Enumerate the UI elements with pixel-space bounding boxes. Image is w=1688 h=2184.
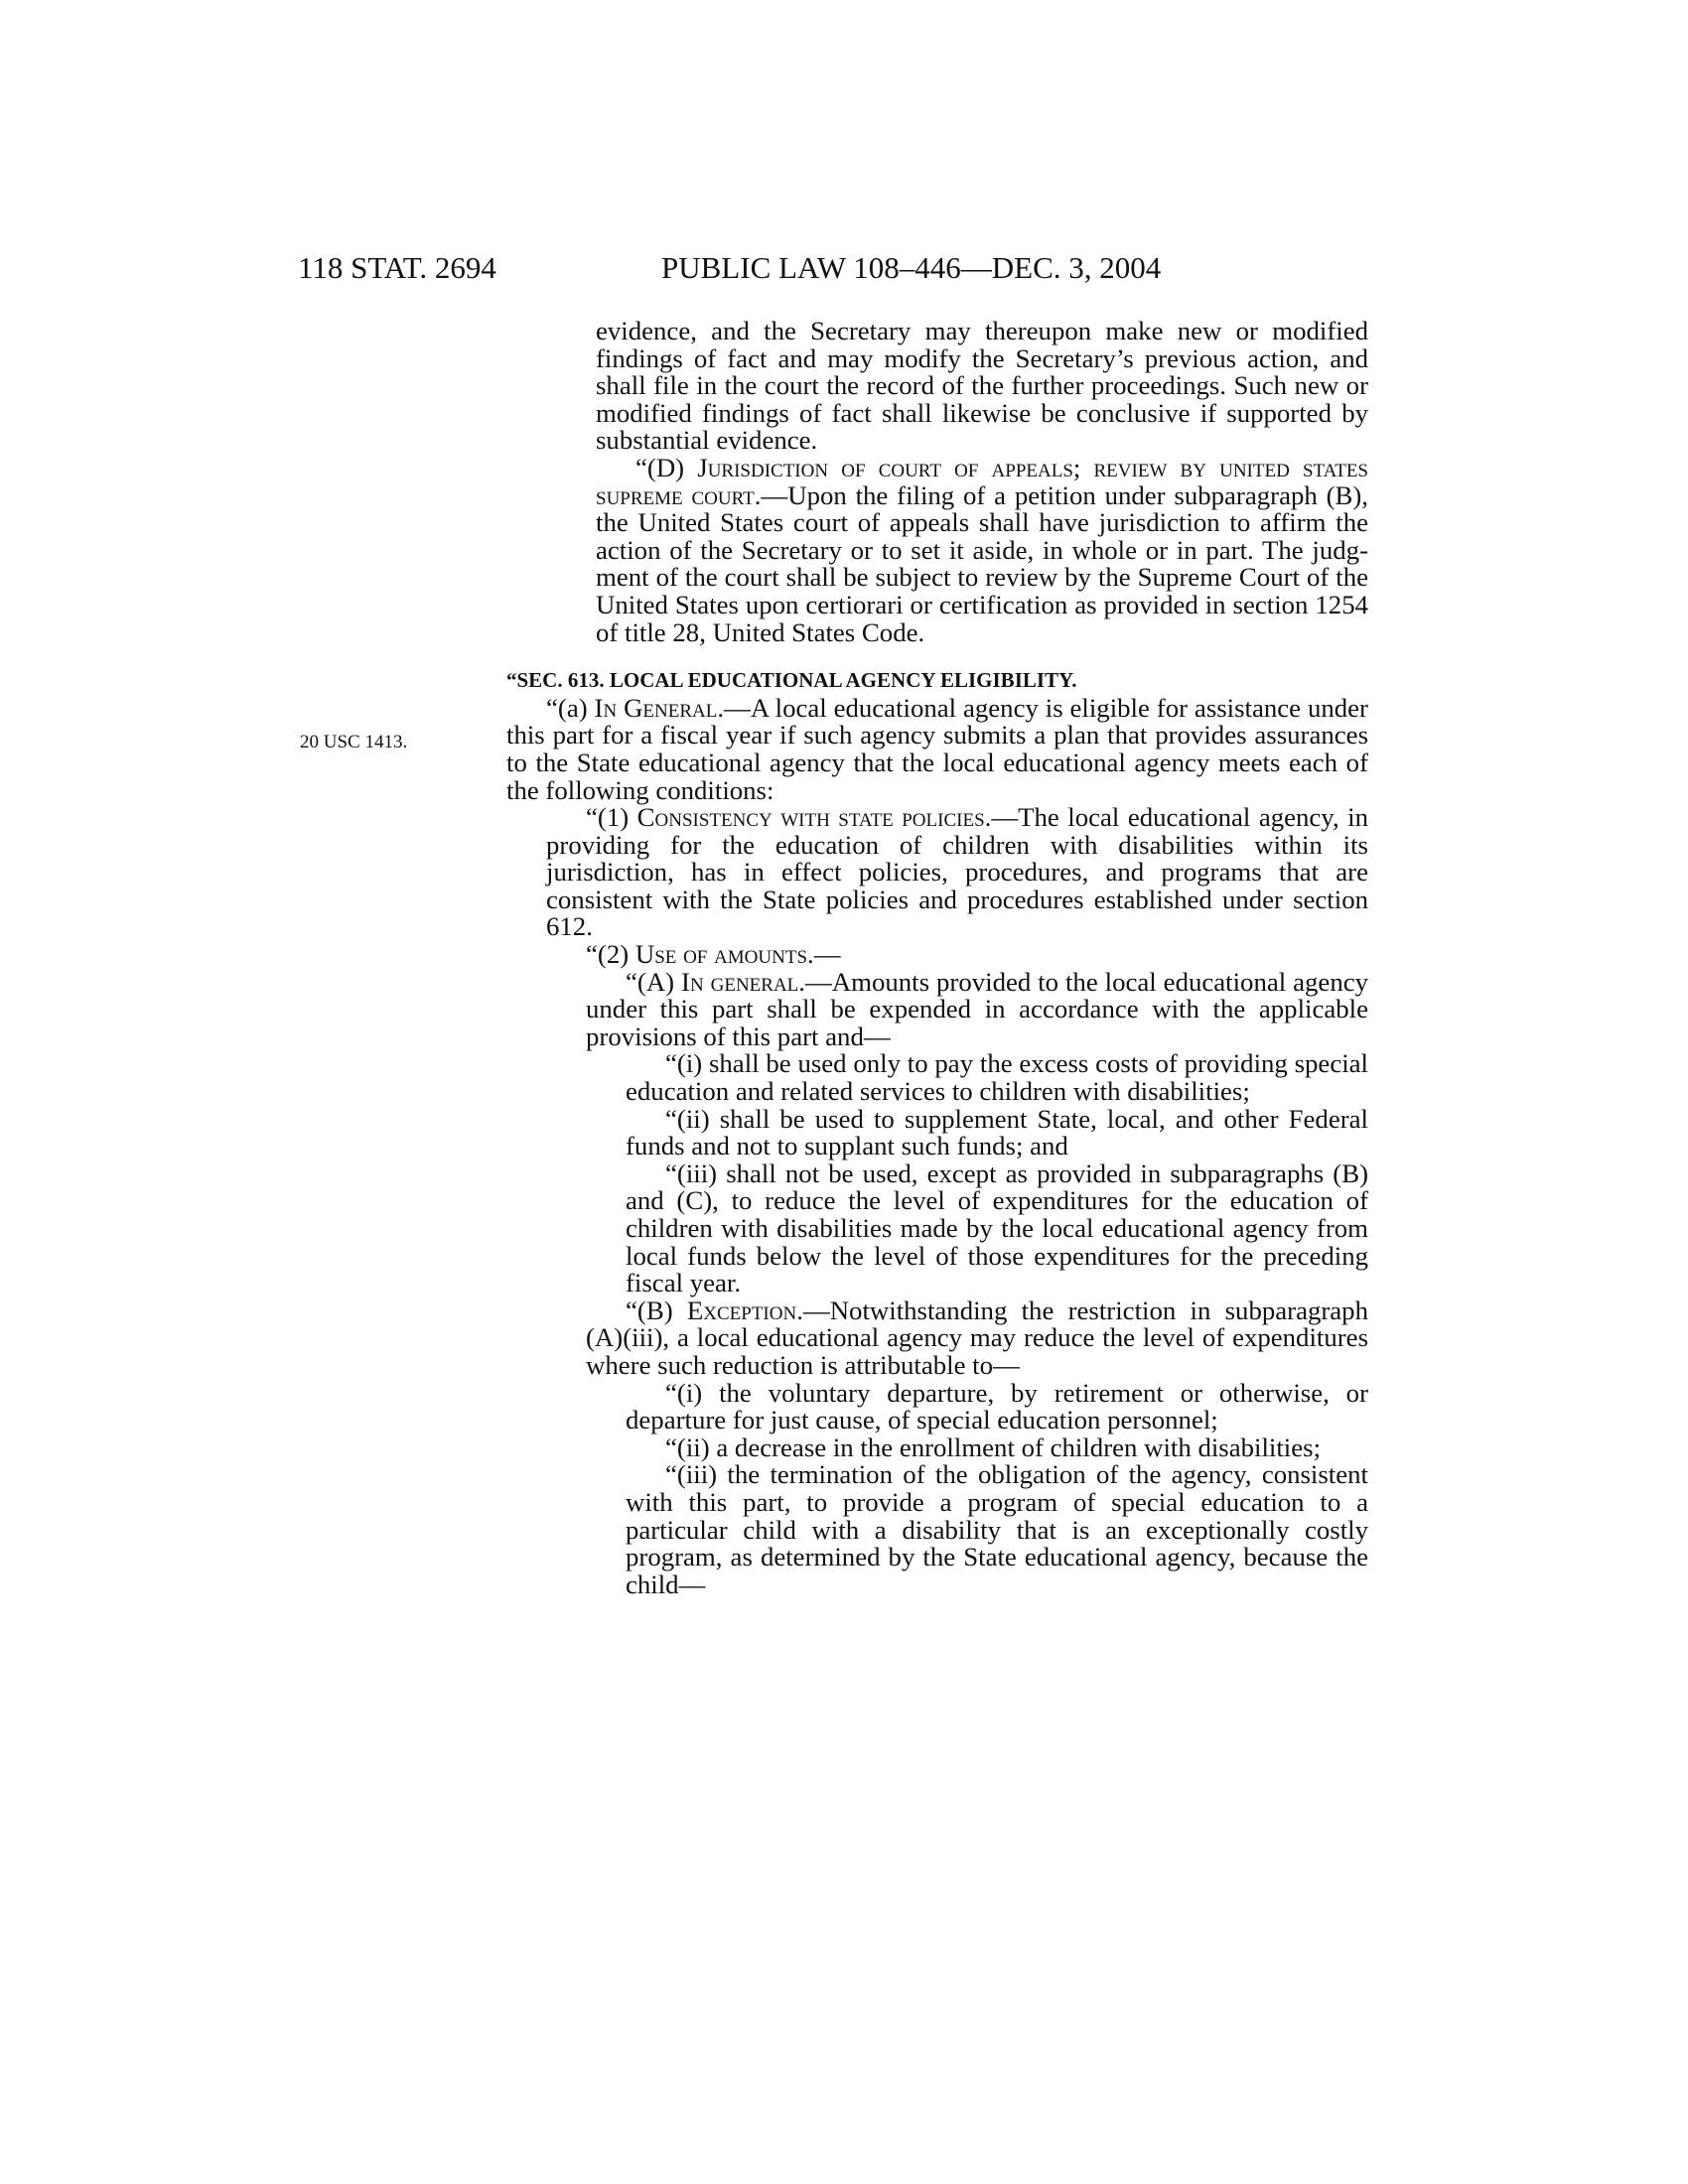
paragraph-lead: “(a) bbox=[546, 692, 595, 723]
subparagraph-A bbox=[586, 966, 1369, 1051]
clause-A-iii: “(iii) shall not be used, except as provided in subparagraphs (B) and (C), to reduce the level of expenditures for the education of children with disabilities made by the local educational agency from local funds below the level of those expenditures for the preceding fiscal year. bbox=[626, 1158, 1368, 1298]
paragraph-heading: In general bbox=[681, 966, 799, 997]
paragraph-heading: Jurisdiction of court of appeals; review by united states supreme court bbox=[596, 452, 1369, 510]
paragraph-heading: Exception bbox=[686, 1295, 797, 1325]
paragraph-lead: “(1) bbox=[586, 802, 637, 833]
paragraph-lead: “(D) bbox=[635, 452, 698, 482]
paragraph-evidence: evidence, and the Secretary may thereupon make new or modified findings of fact and may modify the Secretary’s previous action, and shall file in the court the record of the further proceedings. Such new or modified findings of fact shall likewise be conclusive if supported by substantial evidence. bbox=[596, 316, 1368, 456]
clause-A-i: “(i) shall be used only to pay the excess costs of providing special education and related services to children with disabilities; bbox=[626, 1048, 1368, 1107]
paragraph-text: .—Notwithstanding the restriction in subparagraph (A)(iii), a local educational agency may reduce the level of expenditures where such reduction is attributable to— bbox=[586, 1295, 1368, 1380]
public-law-title: PUBLIC LAW 108–446—DEC. 3, 2004 bbox=[661, 250, 1162, 285]
margin-citation: 20 USC 1413. bbox=[300, 732, 408, 752]
section-heading: “SEC. 613. LOCAL EDUCATIONAL AGENCY ELIGIBILITY. bbox=[506, 668, 1077, 693]
paragraph-heading: Consistency with state policies bbox=[636, 802, 985, 833]
clause-A-ii: “(ii) shall be used to supplement State, local, and other Federal funds and not to supplant such funds; and bbox=[626, 1103, 1368, 1161]
clause-B-ii: “(ii) a decrease in the enrollment of children with disabilities; bbox=[665, 1432, 1322, 1462]
paragraph-text: .—Upon the filing of a petition under subparagraph (B), the United States court of appeals shall have jurisdiction to affirm the action of the Secretary or to set it aside, in whole or in part. The judgment of the court shall be subject to review by the Supreme Court of the United States upon certiorari or certification as provided in section 1254 of title 28, United States Code. bbox=[596, 479, 1368, 647]
paragraph-lead: “(B) bbox=[626, 1295, 687, 1325]
statute-page-reference: 118 STAT. 2694 bbox=[298, 250, 496, 285]
paragraph-text: .—The local educational agency, in providing for the education of children with disabilities within its jurisdiction, has in effect policies, procedures, and programs that are consistent with the State policies and procedures established under section 612. bbox=[546, 802, 1368, 942]
page-header bbox=[0, 248, 1688, 288]
paragraph-lead: “(2) bbox=[586, 939, 635, 970]
paragraph-text: .—Amounts provided to the local educational agency under this part shall be expended in accordance with the applicable provisions of this part and— bbox=[586, 966, 1369, 1051]
clause-B-i: “(i) the voluntary departure, by retirement or otherwise, or departure for just cause, of special education personnel; bbox=[626, 1377, 1368, 1435]
paragraph-heading: Use of amounts bbox=[634, 939, 808, 970]
paragraph-1-consistency bbox=[546, 804, 1368, 941]
subsection-a bbox=[506, 692, 1368, 805]
paragraph-heading: In General bbox=[594, 692, 718, 723]
paragraph-lead: “(A) bbox=[626, 966, 682, 997]
paragraph-text: .—A local educational agency is eligible for assistance under this part for a fiscal year if such agency submits a plan that provides assurances to the State educational agency that the local educational agency meets each of the following conditions: bbox=[506, 692, 1368, 805]
clause-B-iii: “(iii) the termination of the obligation of the agency, consistent with this part, to provide a program of special education to a particular child with a disability that is an exceptionally costly program, as determined by the State educational agency, because the child— bbox=[626, 1459, 1368, 1599]
paragraph-2-use-of-amounts bbox=[546, 941, 1368, 969]
statute-body bbox=[506, 318, 1368, 1598]
paragraph-D-jurisdiction bbox=[596, 452, 1369, 647]
subparagraph-B bbox=[586, 1297, 1368, 1380]
paragraph-text: .— bbox=[807, 939, 841, 970]
